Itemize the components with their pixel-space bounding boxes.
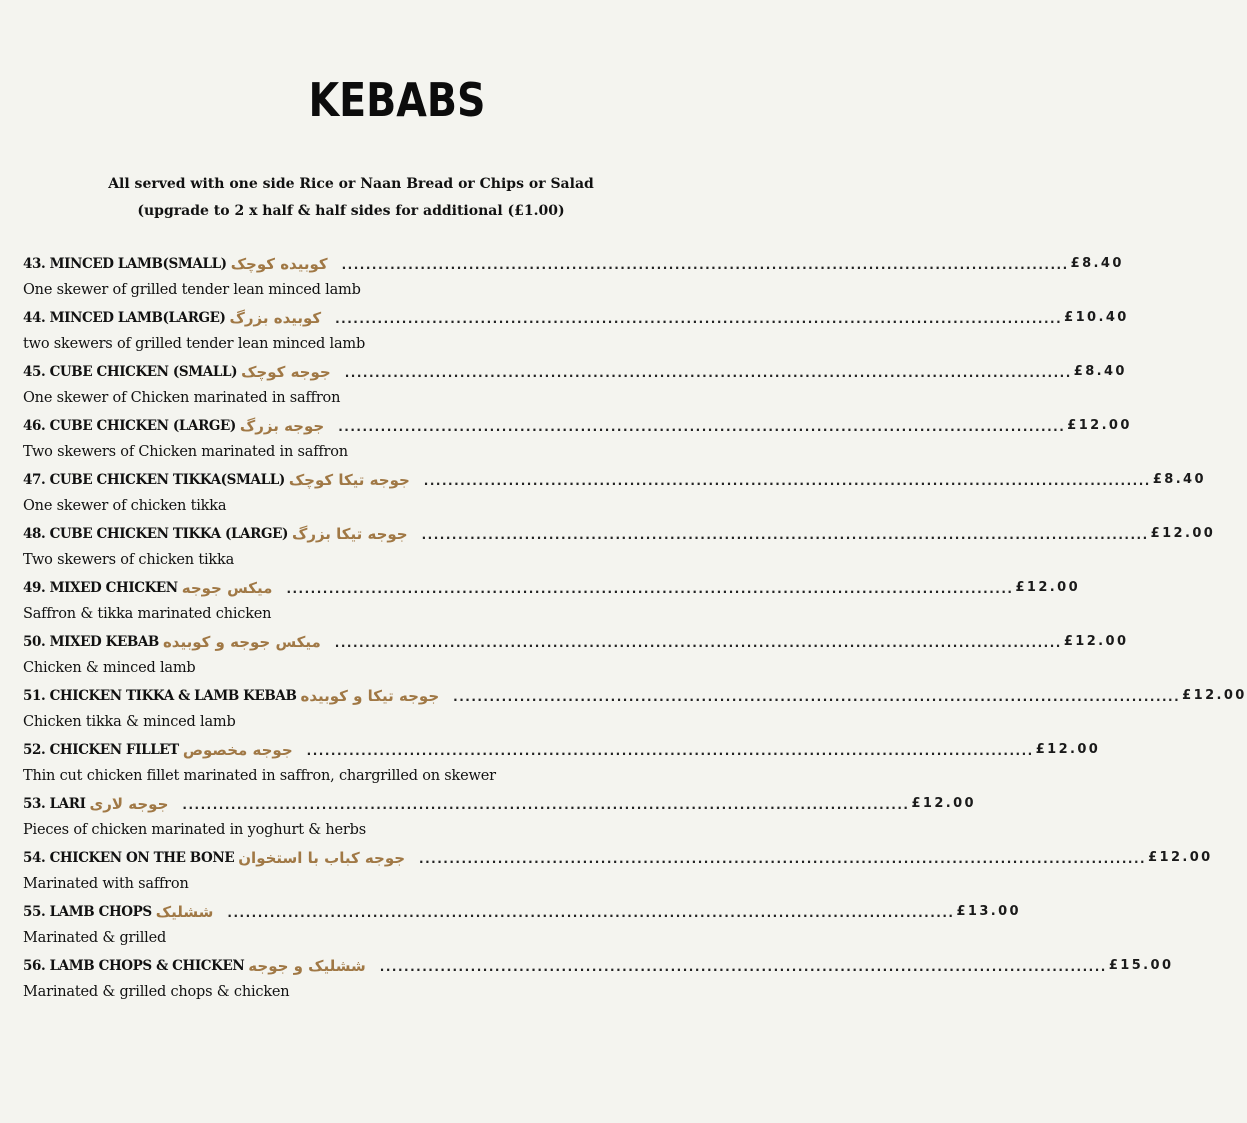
menu-item-farsi-name: کوبیده کوچک (230, 254, 328, 273)
menu-item-name: 51. CHICKEN TIKKA & LAMB KEBAB (23, 687, 297, 704)
menu-item-price: £12.00 (1182, 688, 1247, 703)
menu-item (23, 412, 1132, 466)
menu-item-description: Marinated with saffron (23, 876, 189, 892)
serving-note (0, 171, 702, 225)
menu-item-name: 44. MINCED LAMB(LARGE) (23, 309, 226, 326)
menu-item-header (23, 628, 1129, 655)
menu-item-header (23, 304, 1129, 331)
menu-item-price: £13.00 (956, 904, 1022, 919)
menu-item-farsi-name: جوجه بزرگ (239, 416, 325, 435)
menu-item (23, 790, 977, 844)
menu-item-description: Marinated & grilled chops & chicken (23, 984, 290, 1000)
menu-item-farsi-name: میکس جوجه و کوبیده (162, 632, 321, 651)
dot-leader: ........................................................................................................................ (421, 527, 1149, 542)
dot-leader: ........................................................................................................................ (338, 419, 1066, 434)
menu-item-farsi-name: جوجه تیکا بزرگ (291, 524, 408, 543)
menu-item-header (23, 358, 1127, 385)
menu-item-name: 49. MIXED CHICKEN (23, 579, 178, 596)
menu-item (23, 304, 1129, 358)
menu-item-name: 47. CUBE CHICKEN TIKKA(SMALL) (23, 471, 285, 488)
menu-item-farsi-name: میکس جوجه (181, 578, 273, 597)
dot-leader: ........................................................................................................................ (182, 797, 910, 812)
menu-item-price: £15.00 (1108, 958, 1174, 973)
menu-item-price: £8.40 (1070, 256, 1124, 271)
menu-item-farsi-name: جوجه کوچک (241, 362, 331, 381)
dot-leader: ........................................................................................................................ (335, 311, 1063, 326)
menu-item-farsi-name: کوبیده بزرگ (229, 308, 322, 327)
dot-leader: ........................................................................................................................ (453, 689, 1181, 704)
menu-item (23, 358, 1127, 412)
dot-leader: ........................................................................................................................ (286, 581, 1014, 596)
menu-item-name: 46. CUBE CHICKEN (LARGE) (23, 417, 236, 434)
menu-item (23, 844, 1213, 898)
dot-leader: ........................................................................................................................ (341, 257, 1069, 272)
dot-leader: ........................................................................................................................ (379, 959, 1107, 974)
menu-item-price: £12.00 (1150, 526, 1216, 541)
menu-item (23, 628, 1129, 682)
menu-item-description: Two skewers of chicken tikka (23, 552, 235, 568)
menu-item-farsi-name: جوجه مخصوص (182, 740, 293, 759)
menu-item-header (23, 520, 1216, 547)
menu-item-farsi-name: جوجه لاری (89, 794, 169, 813)
menu-list (23, 250, 1247, 1006)
menu-item-price: £12.00 (1067, 418, 1132, 433)
menu-item-header (23, 736, 1101, 763)
menu-item-header (23, 952, 1174, 979)
menu-item (23, 250, 1124, 304)
menu-item-price: £12.00 (1035, 742, 1101, 757)
menu-item-description: Two skewers of Chicken marinated in saffron (23, 444, 348, 460)
menu-item-header (23, 790, 977, 817)
menu-item-description: Pieces of chicken marinated in yoghurt & herbs (23, 822, 366, 838)
menu-item-price: £8.40 (1073, 364, 1127, 379)
menu-item-description: Thin cut chicken fillet marinated in saffron, chargrilled on skewer (23, 768, 496, 784)
menu-item-description: One skewer of chicken tikka (23, 498, 227, 514)
menu-item-price: £8.40 (1152, 472, 1206, 487)
dot-leader: ........................................................................................................................ (334, 635, 1062, 650)
menu-item-name: 52. CHICKEN FILLET (23, 741, 179, 758)
menu-item-description: two skewers of grilled tender lean minced lamb (23, 336, 366, 352)
menu-item-price: £12.00 (1063, 634, 1129, 649)
menu-item (23, 466, 1206, 520)
page-title: KEBABS (308, 73, 486, 127)
menu-item-description: One skewer of grilled tender lean minced lamb (23, 282, 361, 298)
menu-item-name: 53. LARI (23, 795, 86, 812)
menu-item-header (23, 574, 1081, 601)
menu-item-name: 56. LAMB CHOPS & CHICKEN (23, 957, 245, 974)
menu-item-name: 45. CUBE CHICKEN (SMALL) (23, 363, 238, 380)
menu-item-name: 50. MIXED KEBAB (23, 633, 159, 650)
dot-leader: ........................................................................................................................ (423, 473, 1151, 488)
menu-item (23, 520, 1216, 574)
menu-item (23, 952, 1174, 1006)
menu-item (23, 898, 1022, 952)
dot-leader: ........................................................................................................................ (344, 365, 1072, 380)
serving-note-line-1: All served with one side Rice or Naan Bread or Chips or Salad (108, 176, 594, 192)
menu-item-name: 43. MINCED LAMB(SMALL) (23, 255, 227, 272)
menu-item-farsi-name: ششلیک و جوجه (248, 956, 366, 975)
menu-item-name: 55. LAMB CHOPS (23, 903, 152, 920)
menu-item-price: £12.00 (1148, 850, 1213, 865)
dot-leader: ........................................................................................................................ (419, 851, 1147, 866)
menu-item-price: £10.40 (1064, 310, 1129, 325)
menu-item (23, 574, 1081, 628)
menu-item-header (23, 898, 1022, 925)
dot-leader: ........................................................................................................................ (227, 905, 955, 920)
menu-item-description: One skewer of Chicken marinated in saffron (23, 390, 341, 406)
menu-item-description: Marinated & grilled (23, 930, 167, 946)
dot-leader: ........................................................................................................................ (306, 743, 1034, 758)
menu-item-price: £12.00 (911, 796, 977, 811)
serving-note-line-2: (upgrade to 2 x half & half sides for additional (£1.00) (137, 203, 565, 219)
menu-item-header (23, 682, 1247, 709)
menu-item-name: 48. CUBE CHICKEN TIKKA (LARGE) (23, 525, 288, 542)
menu-item-farsi-name: جوجه تیکا کوچک (288, 470, 410, 489)
menu-item-header (23, 844, 1213, 871)
menu-item-header (23, 250, 1124, 277)
menu-item-name: 54. CHICKEN ON THE BONE (23, 849, 235, 866)
menu-item-farsi-name: ششلیک (155, 902, 214, 921)
menu-item-farsi-name: جوجه کباب با استخوان (238, 848, 406, 867)
menu-item (23, 736, 1101, 790)
menu-item-price: £12.00 (1015, 580, 1081, 595)
menu-item-header (23, 412, 1132, 439)
menu-item-description: Saffron & tikka marinated chicken (23, 606, 272, 622)
menu-item-header (23, 466, 1206, 493)
menu-item-farsi-name: جوجه تیکا و کوبیده (300, 686, 440, 705)
menu-item (23, 682, 1247, 736)
menu-item-description: Chicken tikka & minced lamb (23, 714, 236, 730)
menu-item-description: Chicken & minced lamb (23, 660, 196, 676)
